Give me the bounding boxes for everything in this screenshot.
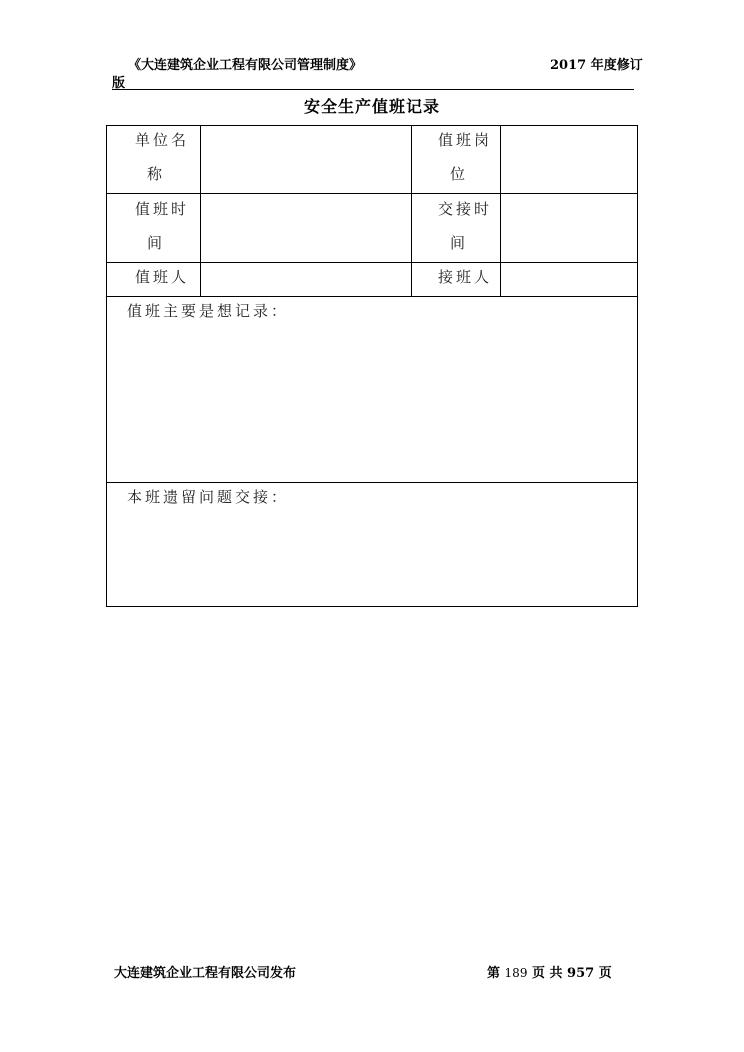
label-issues-handover: 本班遗留问题交接： bbox=[127, 488, 290, 506]
page-prefix: 第 bbox=[487, 966, 501, 981]
duty-person-field[interactable] bbox=[201, 263, 411, 296]
page-total: 957 bbox=[567, 966, 595, 981]
page-title: 安全生产值班记录 bbox=[303, 97, 440, 116]
header-rule bbox=[112, 89, 634, 90]
issues-handover-field[interactable] bbox=[107, 508, 637, 606]
row-divider bbox=[107, 482, 637, 483]
page-middle: 页 共 bbox=[531, 966, 563, 981]
header-revision-wrap: 版 bbox=[112, 76, 126, 91]
label-successor: 接班人 bbox=[438, 268, 493, 286]
footer-page-number bbox=[487, 962, 612, 981]
label-unit-name: 单位名 bbox=[135, 131, 190, 149]
row-divider bbox=[107, 296, 637, 297]
label-handover-time-wrap: 间 bbox=[450, 234, 469, 252]
successor-field[interactable] bbox=[501, 263, 637, 296]
main-records-field[interactable] bbox=[107, 322, 637, 482]
unit-name-field[interactable] bbox=[201, 126, 411, 193]
label-handover-time: 交接时 bbox=[438, 200, 493, 218]
label-main-records: 值班主要是想记录： bbox=[127, 302, 290, 320]
header-document-title: 《大连建筑企业工程有限公司管理制度》 bbox=[128, 58, 363, 73]
page-current: 189 bbox=[504, 966, 528, 980]
duty-post-field[interactable] bbox=[501, 126, 637, 193]
label-duty-post-wrap: 位 bbox=[450, 165, 469, 183]
page-suffix: 页 bbox=[598, 966, 612, 981]
column-divider bbox=[411, 126, 412, 297]
duty-time-field[interactable] bbox=[201, 194, 411, 262]
handover-time-field[interactable] bbox=[501, 194, 637, 262]
label-duty-time: 值班时 bbox=[135, 200, 190, 218]
label-duty-post: 值班岗 bbox=[438, 131, 493, 149]
label-duty-person: 值班人 bbox=[135, 268, 190, 286]
label-unit-name-wrap: 称 bbox=[147, 165, 166, 183]
footer-publisher: 大连建筑企业工程有限公司发布 bbox=[114, 966, 297, 981]
duty-record-form bbox=[106, 125, 638, 607]
header-revision: 2017 年度修订 bbox=[550, 58, 643, 73]
label-duty-time-wrap: 间 bbox=[147, 234, 166, 252]
